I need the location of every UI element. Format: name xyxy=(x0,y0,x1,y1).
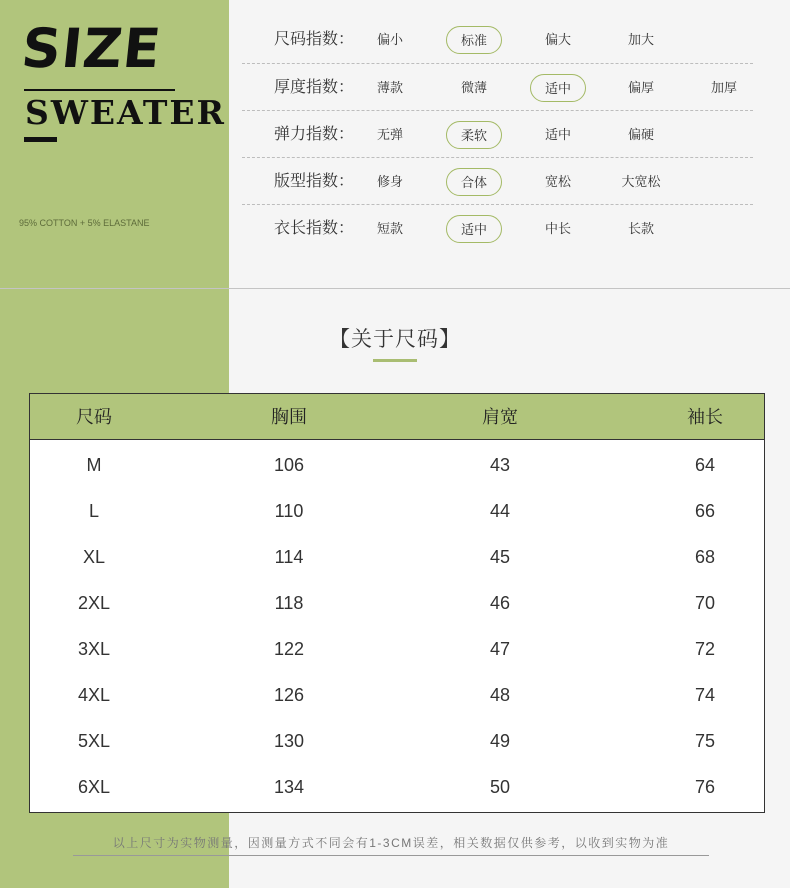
index-option: 修身 xyxy=(376,174,403,189)
index-option: 长款 xyxy=(627,221,654,236)
table-header-cell: 袖长 xyxy=(687,407,723,427)
index-option-selected: 合体 xyxy=(446,168,502,196)
logo-size-text: SIZE xyxy=(18,17,165,80)
product-index-table xyxy=(242,16,753,251)
index-label: 衣长指数： xyxy=(274,220,355,237)
table-cell: 122 xyxy=(273,639,305,659)
index-label: 尺码指数： xyxy=(274,31,355,48)
table-cell: XL xyxy=(82,547,106,567)
table-cell: 49 xyxy=(489,731,511,751)
index-row xyxy=(242,204,753,251)
size-section-title: 【关于尺码】 xyxy=(329,328,461,351)
table-header-cell: 肩宽 xyxy=(482,407,518,427)
table-cell: 126 xyxy=(273,685,305,705)
table-cell: 74 xyxy=(694,685,716,705)
material-composition: 95% COTTON + 5% ELASTANE xyxy=(19,218,150,228)
size-chart-table xyxy=(29,393,765,813)
table-cell: L xyxy=(88,501,99,521)
table-cell: 114 xyxy=(274,547,304,567)
index-row xyxy=(242,157,753,204)
table-cell: 46 xyxy=(489,593,511,613)
table-cell: 130 xyxy=(273,731,305,751)
table-cell: 75 xyxy=(694,731,716,751)
index-label: 弹力指数： xyxy=(274,126,355,143)
index-option: 适中 xyxy=(544,127,571,142)
index-option-selected: 适中 xyxy=(446,215,502,243)
table-row xyxy=(30,488,764,534)
index-option: 偏厚 xyxy=(627,80,654,95)
table-row xyxy=(30,626,764,672)
index-option: 中长 xyxy=(544,221,571,236)
index-option: 加大 xyxy=(627,32,654,47)
index-option-selected: 柔软 xyxy=(446,121,502,149)
logo-divider-line xyxy=(24,89,175,91)
index-row xyxy=(242,63,753,110)
table-cell: M xyxy=(86,455,102,475)
table-cell: 70 xyxy=(694,593,716,613)
table-row xyxy=(30,764,764,810)
table-row xyxy=(30,718,764,764)
index-label: 版型指数： xyxy=(274,173,355,190)
table-row xyxy=(30,672,764,718)
table-cell: 68 xyxy=(694,547,716,567)
index-option: 薄款 xyxy=(376,80,403,95)
table-cell: 5XL xyxy=(77,731,111,751)
table-cell: 72 xyxy=(694,639,716,659)
table-cell: 3XL xyxy=(77,639,111,659)
index-option: 宽松 xyxy=(544,174,571,189)
table-cell: 43 xyxy=(489,455,511,475)
table-cell: 2XL xyxy=(77,593,111,613)
table-cell: 50 xyxy=(489,777,511,797)
table-cell: 76 xyxy=(694,777,716,797)
measurement-note: 以上尺寸为实物测量，因测量方式不同会有1-3CM误差，相关数据仅供参考，以收到实物为准 xyxy=(112,836,670,850)
logo-underline-bar xyxy=(24,137,57,142)
index-option: 偏大 xyxy=(544,32,571,47)
table-cell: 106 xyxy=(273,455,305,475)
index-option-selected: 标准 xyxy=(446,26,502,54)
table-cell: 4XL xyxy=(77,685,111,705)
index-row xyxy=(242,16,753,63)
index-option-selected: 适中 xyxy=(530,74,586,102)
table-cell: 110 xyxy=(274,501,304,521)
table-cell: 66 xyxy=(694,501,716,521)
section-title-underline xyxy=(373,359,417,362)
index-option: 大宽松 xyxy=(621,174,661,189)
size-table-body xyxy=(30,440,764,810)
table-header-cell: 尺码 xyxy=(76,407,112,427)
size-table-header xyxy=(30,394,764,440)
index-option: 偏硬 xyxy=(627,127,654,142)
table-cell: 44 xyxy=(489,501,511,521)
table-row xyxy=(30,580,764,626)
logo-sweater-text: SWEATER xyxy=(25,93,226,132)
table-header-cell: 胸围 xyxy=(271,407,307,427)
table-cell: 6XL xyxy=(77,777,111,797)
table-cell: 48 xyxy=(489,685,511,705)
section-divider xyxy=(0,288,790,289)
index-option: 短款 xyxy=(376,221,403,236)
table-cell: 64 xyxy=(694,455,716,475)
index-option: 无弹 xyxy=(376,127,403,142)
index-option: 微薄 xyxy=(460,80,487,95)
index-option: 偏小 xyxy=(376,32,403,47)
index-row xyxy=(242,110,753,157)
table-cell: 45 xyxy=(489,547,511,567)
table-cell: 118 xyxy=(274,593,304,613)
table-row xyxy=(30,442,764,488)
table-cell: 134 xyxy=(273,777,305,797)
table-row xyxy=(30,534,764,580)
note-underline xyxy=(73,855,709,856)
index-label: 厚度指数： xyxy=(274,79,355,96)
index-option: 加厚 xyxy=(710,80,737,95)
table-cell: 47 xyxy=(489,639,511,659)
